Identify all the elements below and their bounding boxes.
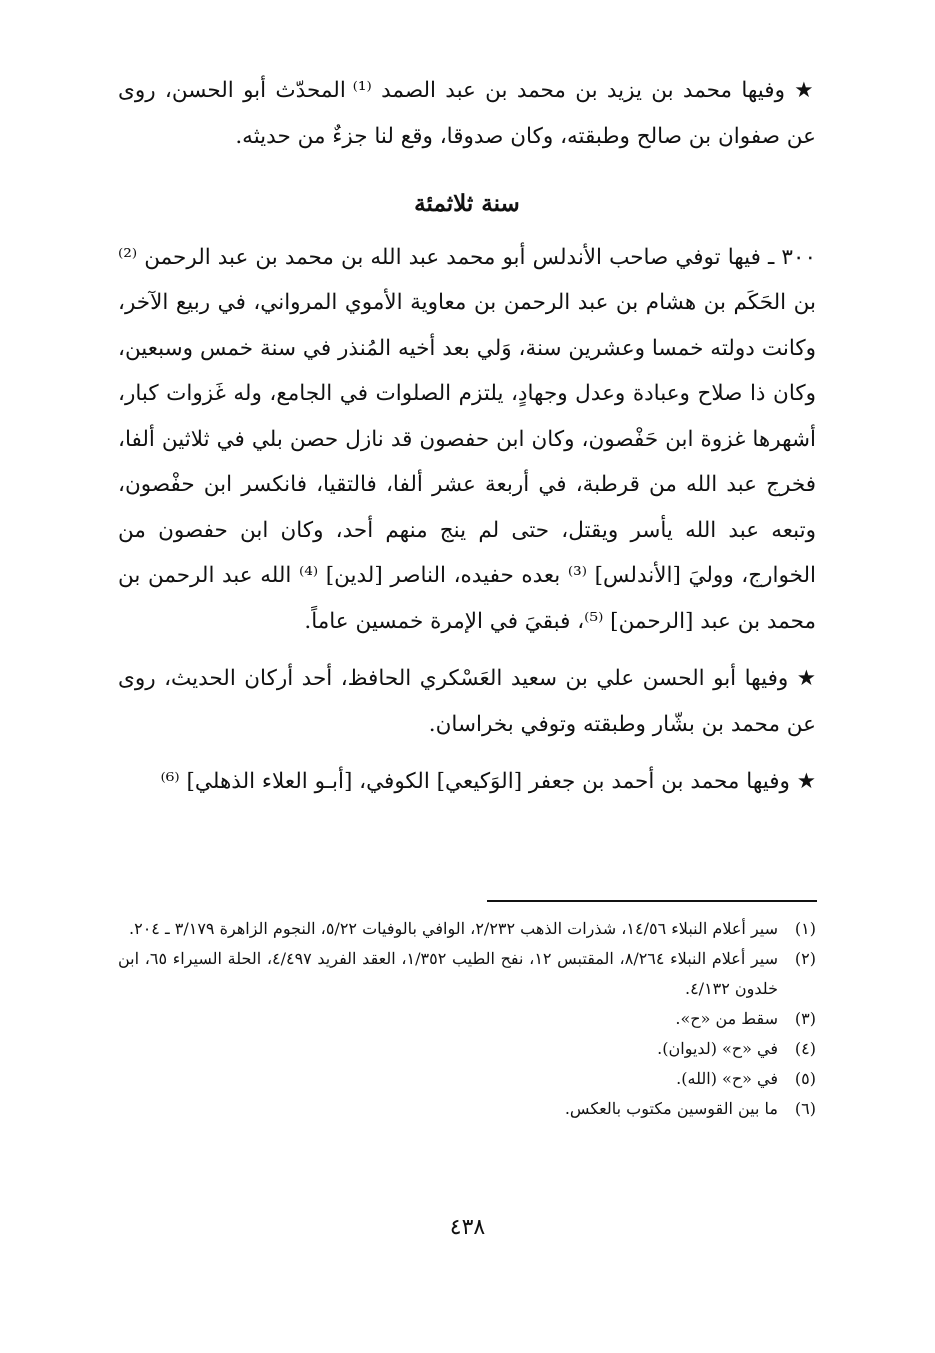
footnote-divider (487, 900, 817, 902)
footnotes (118, 914, 816, 1124)
footnote-6 (118, 1094, 816, 1124)
footnote-text: في «ح» (لديوان). (657, 1039, 778, 1058)
footnote-text: سير أعلام النبلاء ٨/٢٦٤، المقتبس ١٢، نفح الطيب ١/٣٥٢، العقد الفريد ٤/٤٩٧، الحلة السيراء ٦٥، ابن خلدون ٤/١٣٢. (118, 949, 779, 998)
page-number: ٤٣٨ (449, 1215, 486, 1240)
footnote-text: في «ح» (الله). (676, 1069, 778, 1088)
footnote-number: (٦) (794, 1099, 816, 1118)
footnote-text: سقط من «ح». (675, 1009, 778, 1028)
footnote-number: (٤) (794, 1039, 816, 1058)
footnote-5 (118, 1064, 816, 1094)
footnote-number: (٣) (794, 1009, 816, 1028)
footnote-number: (٥) (794, 1069, 816, 1088)
footnote-2 (118, 944, 816, 1004)
footnote-number: (٢) (794, 949, 816, 968)
footnote-1 (118, 914, 816, 944)
footnote-4 (118, 1034, 816, 1064)
main-text (118, 68, 816, 805)
paragraph-askari: ★ وفيها أبو الحسن علي بن سعيد العَسْكري الحافظ، أحد أركان الحديث، روى عن محمد بن بشّار وطبقته وتوفي بخراسان. (118, 666, 816, 737)
footnote-text: سير أعلام النبلاء ١٤/٥٦، شذرات الذهب ٢/٢٣٢، الوافي بالوفيات ٥/٢٢، النجوم الزاهرة ٣/١٧٩ ـ ٢٠٤. (129, 919, 778, 938)
footnote-text: ما بين القوسين مكتوب بالعكس. (564, 1099, 778, 1118)
footnote-3 (118, 1004, 816, 1034)
paragraph-muhammad-ibn-yazid: ★ وفيها محمد بن يزيد بن محمد بن عبد الصمد ⁽¹⁾ المحدّث أبو الحسن، روى عن صفوان بن صالح وطبقته، وكان صدوقا، وقع لنا جزءٌ من حديثه. (118, 78, 816, 149)
paragraph-wakii: ★ وفيها محمد بن أحمد بن جعفر [الوَكيعي] الكوفي، [أبـو العلاء الذهلي] ⁽⁶⁾ (160, 769, 816, 794)
footnote-number: (١) (794, 919, 816, 938)
section-heading: سنة ثلاثمئة (414, 190, 520, 217)
paragraph-entry-300: ٣٠٠ ـ فيها توفي صاحب الأندلس أبو محمد عبد الله بن محمد بن عبد الرحمن ⁽²⁾ بن الحَكَم بن هشام بن عبد الرحمن بن معاوية الأموي المرواني، في ربيع الآخر، وكانت دولته خمسا وعشرين سنة، وَلي بعد أخيه المُنذر في سنة خمس وسبعين، وكان ذا صلاح وعبادة وعدل وجهادٍ، يلتزم الصلوات في الجامع، وله غَزوات كبار، أشهرها غزوة ابن حَفْصون، وكان ابن حفصون قد نازل حصن بلي في ثلاثين ألفا، فخرج عبد الله من قرطبة، في أربعة عشر ألفا، فالتقيا، فانكسر ابن حفْصون، وتبعه عبد الله يأسر ويقتل، حتى لم ينج منهم أحد، وكان ابن حفصون من الخوارج، ووليَ [الأندلس] ⁽³⁾ بعده حفيده، الناصر [لدين] ⁽⁴⁾ الله عبد الرحمن بن محمد بن عبد [الرحمن] ⁽⁵⁾، فبقيَ في الإمرة خمسين عاماً. (118, 244, 816, 634)
